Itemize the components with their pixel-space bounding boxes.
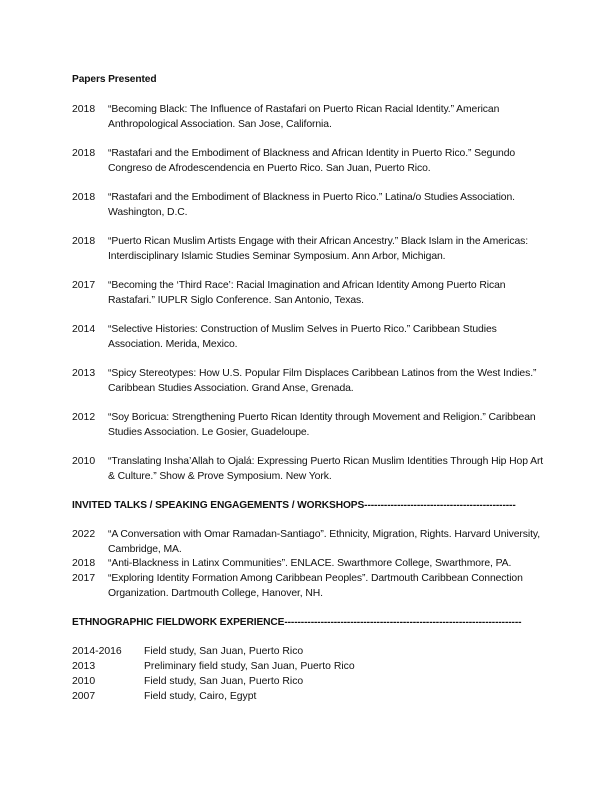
paper-text: “Rastafari and the Embodiment of Blackness in Puerto Rico.” Latina/o Studies Association. Washington, D.C. bbox=[108, 192, 515, 218]
talk-year: 2022 bbox=[72, 529, 96, 540]
paper-year: 2012 bbox=[72, 412, 96, 423]
talk-year: 2017 bbox=[72, 573, 96, 584]
paper-text: “Becoming the ‘Third Race’: Racial Imagination and African Identity Among Puerto Rican Rastafari.” IUPLR Siglo Conference. San Antonio, Texas. bbox=[108, 280, 506, 306]
papers-presented-heading: Papers Presented bbox=[72, 74, 157, 85]
paper-year: 2010 bbox=[72, 456, 96, 467]
paper-text: “Puerto Rican Muslim Artists Engage with their African Ancestry.” Black Islam in the Americas: Interdisciplinary Islamic Studies Seminar Symposium. Ann Arbor, Michigan. bbox=[108, 236, 529, 262]
paper-entry bbox=[72, 410, 552, 440]
paper-year: 2018 bbox=[72, 104, 96, 115]
talk-year: 2018 bbox=[72, 558, 96, 569]
paper-year: 2014 bbox=[72, 324, 96, 335]
paper-entry bbox=[72, 190, 552, 220]
paper-entry bbox=[72, 146, 552, 176]
paper-text: “Translating Insha’Allah to Ojalá: Expressing Puerto Rican Muslim Identities Through Hip Hop Art & Culture.” Show & Prove Symposium. New York. bbox=[108, 456, 544, 482]
fieldwork-text: Preliminary field study, San Juan, Puerto Rico bbox=[144, 661, 355, 672]
paper-entry bbox=[72, 366, 552, 396]
paper-text: “Rastafari and the Embodiment of Blackness and African Identity in Puerto Rico.” Segundo Congreso de Afrodescendencia en Puerto Rico. San Juan, Puerto Rico. bbox=[108, 148, 516, 174]
paper-entry bbox=[72, 454, 552, 484]
fieldwork-text: Field study, San Juan, Puerto Rico bbox=[144, 646, 304, 657]
paper-text: “Spicy Stereotypes: How U.S. Popular Film Displaces Caribbean Latinos from the West Indies.” Caribbean Studies Association. Grand Anse, Grenada. bbox=[108, 368, 537, 394]
fieldwork-years: 2014-2016 bbox=[72, 646, 122, 657]
fieldwork-years: 2013 bbox=[72, 661, 96, 672]
paper-entry bbox=[72, 278, 552, 308]
paper-entry bbox=[72, 234, 552, 264]
paper-year: 2018 bbox=[72, 192, 96, 203]
paper-year: 2017 bbox=[72, 280, 96, 291]
paper-year: 2018 bbox=[72, 148, 96, 159]
fieldwork-text: Field study, Cairo, Egypt bbox=[144, 691, 257, 702]
talk-text: “A Conversation with Omar Ramadan-Santiago”. Ethnicity, Migration, Rights. Harvard University, Cambridge, MA. bbox=[108, 529, 540, 555]
invited-talks-heading: INVITED TALKS / SPEAKING ENGAGEMENTS / WORKSHOPS---------------------------------------------- bbox=[72, 500, 516, 511]
talk-entry bbox=[72, 527, 552, 557]
fieldwork-years: 2010 bbox=[72, 676, 96, 687]
paper-text: “Becoming Black: The Influence of Rastafari on Puerto Rican Racial Identity.” American Anthropological Association. San Jose, California. bbox=[108, 104, 500, 130]
paper-year: 2013 bbox=[72, 368, 96, 379]
paper-text: “Soy Boricua: Strengthening Puerto Rican Identity through Movement and Religion.” Caribbean Studies Association. Le Gosier, Guadeloupe. bbox=[108, 412, 536, 438]
fieldwork-years: 2007 bbox=[72, 691, 96, 702]
fieldwork-text: Field study, San Juan, Puerto Rico bbox=[144, 676, 304, 687]
paper-entry bbox=[72, 322, 552, 352]
talk-text: “Exploring Identity Formation Among Caribbean Peoples”. Dartmouth Caribbean Connection Organization. Dartmouth College, Hanover, NH. bbox=[108, 573, 523, 599]
talk-entry bbox=[72, 571, 552, 601]
fieldwork-heading: ETHNOGRAPHIC FIELDWORK EXPERIENCE------------------------------------------------------------------------ bbox=[72, 617, 522, 628]
talk-text: “Anti-Blackness in Latinx Communities”. ENLACE. Swarthmore College, Swarthmore, PA. bbox=[108, 558, 512, 569]
paper-text: “Selective Histories: Construction of Muslim Selves in Puerto Rico.” Caribbean Studies Association. Merida, Mexico. bbox=[108, 324, 497, 350]
paper-year: 2018 bbox=[72, 236, 96, 247]
paper-entry bbox=[72, 102, 552, 132]
talk-entry bbox=[72, 556, 552, 571]
